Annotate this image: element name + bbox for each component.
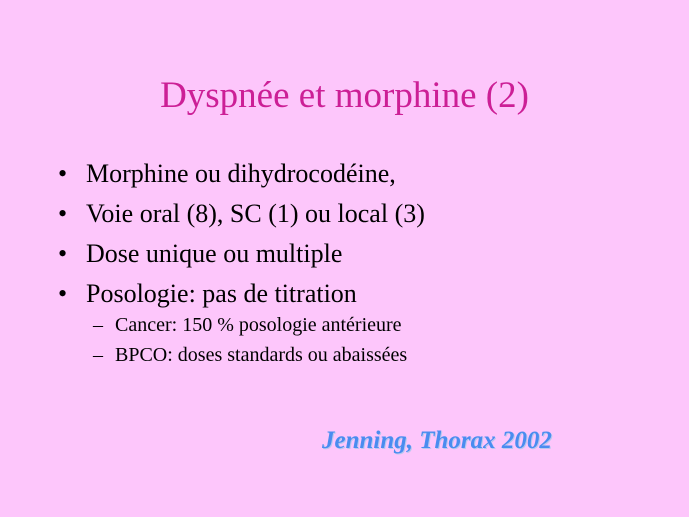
- bullet-text: Posologie: pas de titration: [86, 279, 357, 308]
- sub-bullet-text: Cancer: 150 % posologie antérieure: [115, 314, 402, 336]
- slide-title: Dyspnée et morphine (2): [160, 75, 529, 116]
- bullet-text: Morphine ou dihydrocodéine,: [86, 159, 396, 188]
- bullet-marker: •: [58, 279, 68, 308]
- bullet-text: Voie oral (8), SC (1) ou local (3): [86, 199, 425, 228]
- bullet-marker: •: [58, 199, 68, 228]
- bullet-item: [58, 234, 425, 274]
- bullet-text: Dose unique ou multiple: [86, 239, 343, 268]
- sub-bullet-text: BPCO: doses standards ou abaissées: [115, 344, 408, 366]
- sub-bullet-item: [93, 340, 407, 370]
- sub-bullet-item: [93, 310, 407, 340]
- dash-marker: –: [93, 344, 103, 366]
- bullet-list: [58, 154, 425, 314]
- bullet-item: [58, 194, 425, 234]
- bullet-item: [58, 154, 425, 194]
- sub-bullet-list: [93, 310, 407, 370]
- bullet-item: [58, 274, 425, 314]
- bullet-marker: •: [58, 159, 68, 188]
- bullet-marker: •: [58, 239, 68, 268]
- dash-marker: –: [93, 314, 103, 336]
- citation: Jenning, Thorax 2002: [322, 427, 552, 454]
